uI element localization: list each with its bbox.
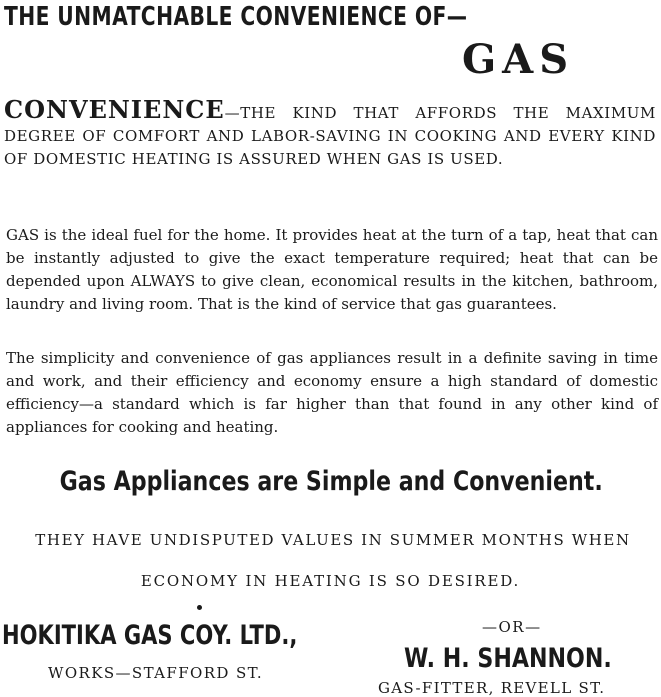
- values-line-1: THEY HAVE UNDISPUTED VALUES IN SUMMER MONTHS WHEN: [35, 531, 631, 549]
- fitter-name: W. H. SHANNON.: [404, 643, 612, 674]
- headline: THE UNMATCHABLE CONVENIENCE OF—: [4, 2, 468, 32]
- intro-paragraph: [4, 95, 656, 171]
- company-name: HOKITIKA GAS COY. LTD.,: [2, 620, 298, 651]
- subheading-text: Gas Appliances are Simple and Convenient.: [59, 466, 603, 497]
- print-dot: [197, 605, 202, 610]
- subheading: [0, 466, 661, 497]
- intro-lead-word: CONVENIENCE: [4, 95, 225, 124]
- gas-title: GAS: [462, 36, 575, 83]
- body-paragraph-1: GAS is the ideal fuel for the home. It provides heat at the turn of a tap, heat that can be instantly adjusted to give the exact temperature required; heat that can be depended upon ALWAYS to give clean, economical results in the kitchen, bathroom, laundry and living room. That is the kind of service that gas guarantees.: [6, 226, 658, 313]
- company-works-address: WORKS—STAFFORD ST.: [48, 664, 264, 682]
- body-paragraph-2: The simplicity and convenience of gas appliances result in a definite saving in time and work, and their efficiency and economy ensure a high standard of domestic efficiency—a standard which is far higher than that found in any other kind of appliances for cooking and heating.: [6, 349, 658, 436]
- intro-text: —THE KIND THAT AFFORDS THE MAXIMUM DEGREE OF COMFORT AND LABOR-SAVING IN COOKING AND EVERY KIND OF DOMESTIC HEATING IS ASSURED WHEN GAS IS USED.: [4, 104, 656, 168]
- or-separator: —OR—: [482, 618, 542, 636]
- values-line-2: ECONOMY IN HEATING IS SO DESIRED.: [140, 572, 521, 590]
- fitter-address: GAS-FITTER, REVELL ST.: [378, 679, 606, 697]
